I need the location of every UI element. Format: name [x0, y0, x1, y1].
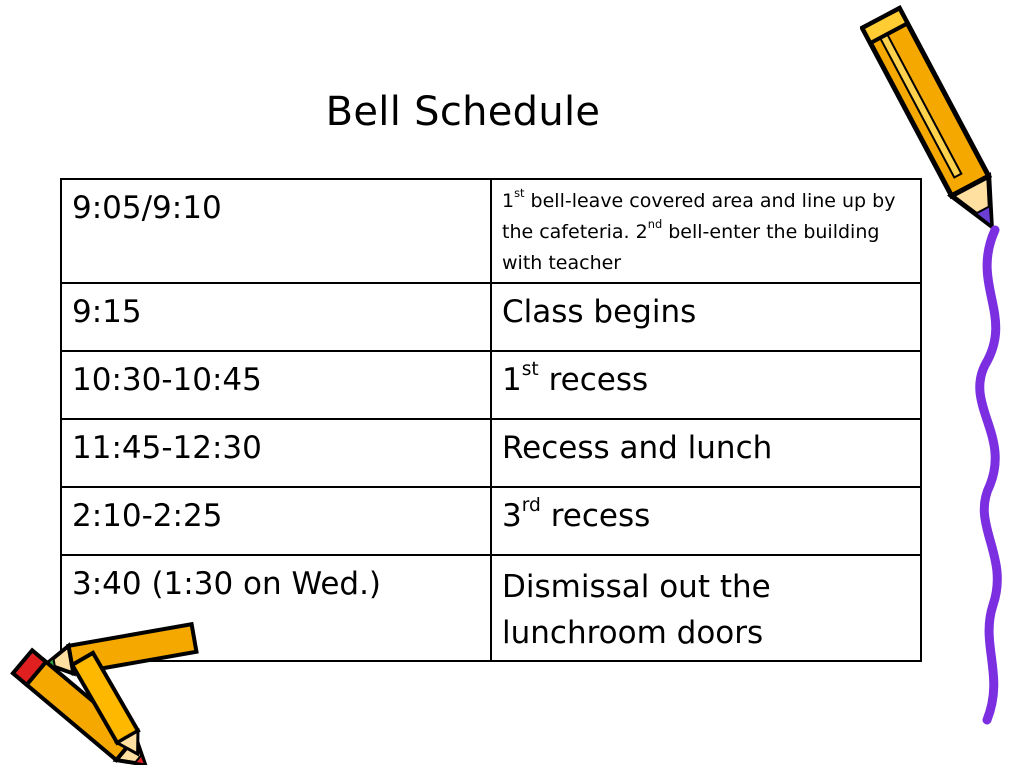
table-row — [61, 419, 921, 487]
time-cell: 9:15 — [61, 283, 491, 351]
pencil-icon — [860, 0, 1010, 245]
description-cell: 1st recess — [491, 351, 921, 419]
time-cell: 9:05/9:10 — [61, 179, 491, 283]
time-cell: 3:40 (1:30 on Wed.) — [61, 555, 491, 661]
table-row — [61, 487, 921, 555]
description-cell: Recess and lunch — [491, 419, 921, 487]
time-cell: 2:10-2:25 — [61, 487, 491, 555]
page-title: Bell Schedule — [325, 89, 601, 135]
description-cell: 3rd recess — [491, 487, 921, 555]
table-row — [61, 283, 921, 351]
table-row — [61, 351, 921, 419]
time-cell: 11:45-12:30 — [61, 419, 491, 487]
time-cell: 10:30-10:45 — [61, 351, 491, 419]
description-cell: 1st bell-leave covered area and line up by the cafeteria. 2nd bell-enter the building with teacher — [491, 179, 921, 283]
squiggle-line — [965, 225, 1020, 725]
bell-schedule-table — [60, 178, 922, 662]
description-cell: Dismissal out the lunchroom doors — [491, 555, 921, 661]
description-cell: Class begins — [491, 283, 921, 351]
pencils-icon — [0, 615, 210, 765]
table-row — [61, 179, 921, 283]
